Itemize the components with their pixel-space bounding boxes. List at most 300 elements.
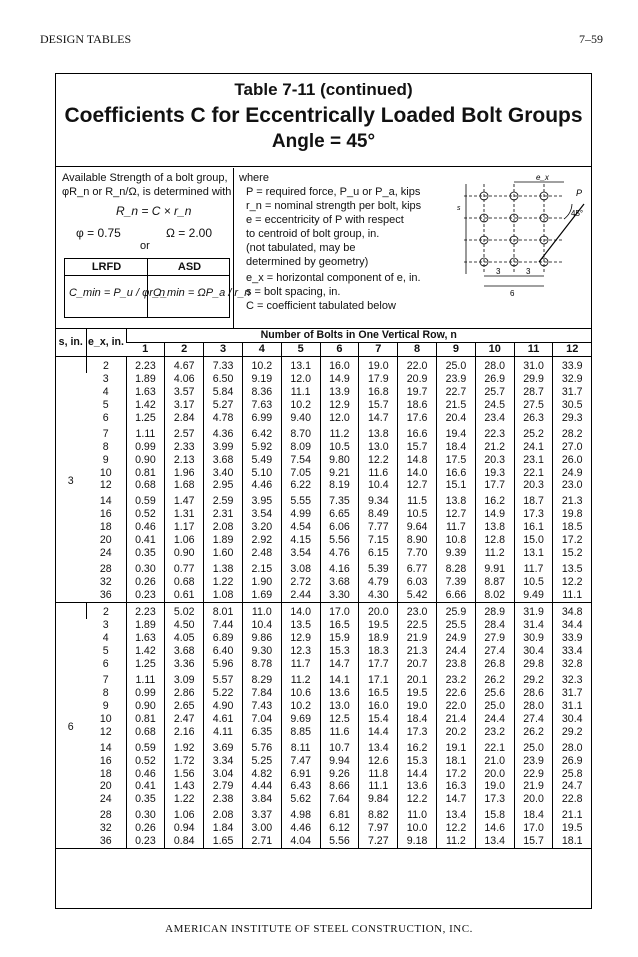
- coef-cell: 25.9: [437, 603, 476, 619]
- table-row: [56, 755, 591, 768]
- coef-cell: 19.7: [398, 386, 437, 399]
- coef-cell: 16.8: [359, 386, 398, 399]
- coef-cell: 0.35: [126, 547, 165, 560]
- coef-cell: 11.2: [437, 835, 476, 848]
- coef-cell: 0.59: [126, 492, 165, 508]
- coef-cell: 9.30: [242, 645, 281, 658]
- coef-cell: 2.59: [204, 492, 243, 508]
- coef-cell: 0.23: [126, 589, 165, 602]
- bolt-group-diagram: [444, 174, 589, 314]
- coef-cell: 28.0: [553, 739, 591, 755]
- coef-cell: 20.3: [514, 479, 553, 492]
- table-row: [56, 425, 591, 441]
- coef-cell: 13.4: [475, 835, 514, 848]
- coef-cell: 8.66: [320, 780, 359, 793]
- coef-cell: 5.39: [359, 560, 398, 576]
- coef-cell: 0.68: [165, 576, 204, 589]
- coef-cell: 30.5: [553, 399, 591, 412]
- coef-cell: 3.00: [242, 822, 281, 835]
- coef-cell: 29.9: [514, 373, 553, 386]
- coef-cell: 19.4: [437, 425, 476, 441]
- coef-cell: 27.5: [514, 399, 553, 412]
- coef-cell: 13.6: [398, 780, 437, 793]
- coef-cell: 0.30: [126, 560, 165, 576]
- coef-cell: 7.44: [204, 619, 243, 632]
- coef-cell: 15.7: [514, 835, 553, 848]
- s-label: s: [457, 205, 461, 212]
- coef-cell: 17.0: [514, 822, 553, 835]
- n-header-7: 7: [359, 342, 398, 356]
- coef-cell: 3.57: [165, 386, 204, 399]
- coef-cell: 8.28: [437, 560, 476, 576]
- ex-cell: 5: [102, 644, 109, 657]
- coef-cell: 1.06: [165, 534, 204, 547]
- coef-cell: 15.3: [320, 645, 359, 658]
- nbolts-header: Number of Bolts in One Vertical Row, n: [126, 329, 591, 342]
- coef-cell: 11.8: [359, 768, 398, 781]
- coef-cell: 21.0: [475, 755, 514, 768]
- coef-cell: 13.9: [320, 386, 359, 399]
- table-angle: Angle = 45°: [271, 131, 376, 152]
- info-left-line2: φR_n or R_n/Ω, is determined with: [62, 186, 232, 198]
- table-row: [56, 386, 591, 399]
- n-header-1: 1: [126, 342, 165, 356]
- dim-3-right: 3: [526, 267, 531, 276]
- coef-cell: 17.1: [359, 671, 398, 687]
- coef-cell: 8.90: [398, 534, 437, 547]
- n-header-3: 3: [204, 342, 243, 356]
- coef-cell: 0.99: [126, 441, 165, 454]
- coef-cell: 1.92: [165, 739, 204, 755]
- coef-cell: 4.90: [204, 700, 243, 713]
- coef-cell: 10.7: [320, 739, 359, 755]
- phi-value: φ = 0.75: [76, 226, 121, 240]
- coef-cell: 19.0: [359, 356, 398, 372]
- coef-cell: 0.59: [126, 739, 165, 755]
- table-row: [56, 492, 591, 508]
- ex-cell: 20: [99, 534, 112, 547]
- coef-cell: 7.63: [242, 399, 281, 412]
- coef-cell: 26.2: [475, 671, 514, 687]
- coef-cell: 13.5: [553, 560, 591, 576]
- ex-cell: 36: [86, 835, 126, 848]
- coef-cell: 4.54: [281, 521, 320, 534]
- coef-cell: 14.7: [437, 793, 476, 806]
- coef-cell: 16.5: [359, 687, 398, 700]
- coef-cell: 12.2: [437, 822, 476, 835]
- coef-cell: 10.8: [437, 534, 476, 547]
- coef-cell: 18.4: [398, 713, 437, 726]
- lrfd-label: LRFD: [91, 261, 122, 273]
- coef-cell: 17.9: [359, 373, 398, 386]
- coef-cell: 18.7: [514, 492, 553, 508]
- coef-cell: 22.3: [475, 425, 514, 441]
- coef-cell: 8.82: [359, 806, 398, 822]
- coef-cell: 6.06: [320, 521, 359, 534]
- coef-cell: 3.95: [242, 492, 281, 508]
- coef-cell: 7.35: [320, 492, 359, 508]
- coef-cell: 5.76: [242, 739, 281, 755]
- coef-cell: 11.7: [514, 560, 553, 576]
- coef-cell: 4.04: [281, 835, 320, 848]
- p-label: P: [576, 188, 583, 198]
- coef-cell: 4.15: [281, 534, 320, 547]
- coef-cell: 6.66: [437, 589, 476, 602]
- coef-cell: 16.5: [320, 619, 359, 632]
- coef-cell: 5.10: [242, 467, 281, 480]
- coef-cell: 22.0: [437, 700, 476, 713]
- def-line: e_x = horizontal component of e, in.: [246, 272, 421, 284]
- coef-cell: 33.4: [553, 645, 591, 658]
- ex-cell: 3: [102, 619, 109, 632]
- coef-cell: 5.92: [242, 441, 281, 454]
- asd-label: ASD: [177, 261, 202, 273]
- coef-cell: 0.94: [165, 822, 204, 835]
- ex-cell: 18: [99, 767, 112, 780]
- n-header-10: 10: [475, 342, 514, 356]
- coef-cell: 21.9: [514, 780, 553, 793]
- coef-cell: 12.9: [320, 399, 359, 412]
- coef-cell: 9.40: [281, 412, 320, 425]
- coef-cell: 9.64: [398, 521, 437, 534]
- coef-cell: 1.89: [126, 619, 165, 632]
- lrfd-asd-box: [64, 258, 251, 318]
- coef-cell: 15.9: [320, 632, 359, 645]
- coef-cell: 20.0: [475, 768, 514, 781]
- n-header-5: 5: [281, 342, 320, 356]
- coef-cell: 4.99: [281, 508, 320, 521]
- coef-cell: 2.48: [242, 547, 281, 560]
- coef-cell: 14.1: [320, 671, 359, 687]
- coef-cell: 7.84: [242, 687, 281, 700]
- coef-cell: 1.31: [165, 508, 204, 521]
- coef-cell: 25.7: [475, 386, 514, 399]
- coef-cell: 16.3: [437, 780, 476, 793]
- coef-cell: 2.79: [204, 780, 243, 793]
- coef-cell: 19.3: [475, 467, 514, 480]
- coef-cell: 6.42: [242, 425, 281, 441]
- ex-cell: 3: [102, 372, 109, 385]
- table-row: [56, 508, 591, 521]
- coef-cell: 28.9: [475, 603, 514, 619]
- coef-cell: 4.61: [204, 713, 243, 726]
- coef-cell: 17.3: [475, 793, 514, 806]
- coef-cell: 24.7: [553, 780, 591, 793]
- coef-cell: 3.37: [242, 806, 281, 822]
- coef-cell: 9.91: [475, 560, 514, 576]
- ex-cell: 9: [102, 453, 109, 466]
- coef-cell: 4.50: [165, 619, 204, 632]
- coef-cell: 20.3: [475, 454, 514, 467]
- coef-cell: 0.46: [126, 768, 165, 781]
- coef-cell: 7.15: [359, 534, 398, 547]
- coef-cell: 1.69: [242, 589, 281, 602]
- coef-cell: 20.7: [398, 658, 437, 671]
- coef-cell: 13.4: [359, 739, 398, 755]
- coef-cell: 0.99: [126, 687, 165, 700]
- coef-cell: 4.46: [281, 822, 320, 835]
- coef-cell: 1.25: [126, 658, 165, 671]
- ex-cell: 16: [99, 508, 112, 521]
- coef-cell: 5.02: [165, 603, 204, 619]
- coef-cell: 19.0: [398, 700, 437, 713]
- coef-cell: 26.0: [553, 454, 591, 467]
- coef-cell: 2.65: [165, 700, 204, 713]
- n-header-row: [56, 342, 591, 356]
- coef-cell: 3.68: [165, 645, 204, 658]
- coef-cell: 11.0: [242, 603, 281, 619]
- omega-value: Ω = 2.00: [166, 226, 213, 240]
- coef-cell: 20.1: [398, 671, 437, 687]
- coef-cell: 23.2: [437, 671, 476, 687]
- coef-cell: 14.7: [320, 658, 359, 671]
- coef-cell: 18.5: [553, 521, 591, 534]
- coef-cell: 24.9: [553, 467, 591, 480]
- coef-cell: 23.8: [437, 658, 476, 671]
- coef-cell: 25.0: [437, 356, 476, 372]
- coef-cell: 31.0: [514, 356, 553, 372]
- coef-cell: 16.0: [359, 700, 398, 713]
- n-header-12: 12: [553, 342, 591, 356]
- coef-cell: 10.5: [320, 441, 359, 454]
- coef-cell: 4.78: [204, 412, 243, 425]
- coef-cell: 1.47: [165, 492, 204, 508]
- coef-cell: 24.4: [437, 645, 476, 658]
- coef-cell: 19.5: [359, 619, 398, 632]
- coef-cell: 21.3: [398, 645, 437, 658]
- table-row: [56, 589, 591, 602]
- coef-cell: 1.22: [204, 576, 243, 589]
- ex-header: e_x, in.: [86, 329, 126, 356]
- coef-cell: 0.26: [126, 576, 165, 589]
- coef-cell: 2.33: [165, 441, 204, 454]
- coef-cell: 1.11: [126, 425, 165, 441]
- ex-cell: 14: [99, 495, 112, 508]
- coef-cell: 29.8: [514, 658, 553, 671]
- coef-cell: 30.9: [514, 632, 553, 645]
- n-header-6: 6: [320, 342, 359, 356]
- coef-cell: 2.13: [165, 454, 204, 467]
- coef-cell: 20.4: [437, 412, 476, 425]
- coef-cell: 9.86: [242, 632, 281, 645]
- coef-cell: 21.2: [475, 441, 514, 454]
- coef-cell: 12.2: [398, 793, 437, 806]
- coef-cell: 8.09: [281, 441, 320, 454]
- coef-cell: 7.33: [204, 356, 243, 372]
- coef-cell: 29.3: [553, 412, 591, 425]
- coef-cell: 3.34: [204, 755, 243, 768]
- coef-cell: 15.0: [514, 534, 553, 547]
- coef-cell: 3.09: [165, 671, 204, 687]
- coef-cell: 2.08: [204, 806, 243, 822]
- coef-cell: 0.61: [165, 589, 204, 602]
- coef-cell: 12.6: [359, 755, 398, 768]
- coef-cell: 5.96: [204, 658, 243, 671]
- coef-cell: 7.43: [242, 700, 281, 713]
- running-header-left: DESIGN TABLES: [40, 32, 132, 46]
- coef-cell: 14.9: [320, 373, 359, 386]
- coef-cell: 0.90: [126, 454, 165, 467]
- coef-cell: 8.01: [204, 603, 243, 619]
- coef-cell: 19.0: [475, 780, 514, 793]
- coef-cell: 4.11: [204, 726, 243, 739]
- coef-cell: 16.6: [398, 425, 437, 441]
- coef-cell: 3.36: [165, 658, 204, 671]
- ex-cell: 12: [99, 725, 112, 738]
- table-row: [56, 399, 591, 412]
- def-line: to centroid of bolt group, in.: [246, 228, 380, 240]
- coef-cell: 7.70: [398, 547, 437, 560]
- coef-cell: 2.15: [242, 560, 281, 576]
- coef-cell: 12.8: [475, 534, 514, 547]
- ex-cell: 36: [86, 589, 126, 602]
- coef-cell: 0.90: [126, 700, 165, 713]
- coef-cell: 0.41: [126, 780, 165, 793]
- coef-cell: 3.30: [320, 589, 359, 602]
- coef-cell: 4.46: [242, 479, 281, 492]
- coef-cell: 12.7: [437, 508, 476, 521]
- coef-cell: 3.69: [204, 739, 243, 755]
- coef-cell: 31.1: [553, 700, 591, 713]
- coef-cell: 6.99: [242, 412, 281, 425]
- coef-cell: 27.4: [514, 713, 553, 726]
- coef-cell: 9.84: [359, 793, 398, 806]
- n-header-11: 11: [514, 342, 553, 356]
- ex-cell: 8: [102, 686, 109, 699]
- coef-cell: 11.1: [359, 780, 398, 793]
- coef-cell: 5.42: [398, 589, 437, 602]
- coef-cell: 0.26: [126, 822, 165, 835]
- coef-cell: 1.22: [165, 793, 204, 806]
- coef-cell: 10.0: [398, 822, 437, 835]
- table-row: [56, 713, 591, 726]
- coef-cell: 7.54: [281, 454, 320, 467]
- coef-cell: 8.87: [475, 576, 514, 589]
- ex-cell: 2: [86, 603, 126, 619]
- coef-cell: 0.52: [126, 508, 165, 521]
- coef-cell: 13.1: [514, 547, 553, 560]
- ex-cell: 9: [102, 699, 109, 712]
- coef-cell: 14.0: [281, 603, 320, 619]
- coef-cell: 14.4: [398, 768, 437, 781]
- coef-cell: 33.9: [553, 632, 591, 645]
- coef-cell: 1.06: [165, 806, 204, 822]
- coef-cell: 19.8: [553, 508, 591, 521]
- coef-cell: 11.0: [398, 806, 437, 822]
- table-row: [56, 726, 591, 739]
- coef-cell: 20.9: [398, 373, 437, 386]
- coef-cell: 15.4: [359, 713, 398, 726]
- coef-cell: 2.23: [126, 603, 165, 619]
- coef-cell: 10.4: [359, 479, 398, 492]
- coef-cell: 0.52: [126, 755, 165, 768]
- coef-cell: 12.3: [281, 645, 320, 658]
- coef-cell: 0.68: [126, 726, 165, 739]
- coef-cell: 18.1: [437, 755, 476, 768]
- coef-cell: 1.43: [165, 780, 204, 793]
- coef-cell: 17.7: [475, 479, 514, 492]
- coef-cell: 7.39: [437, 576, 476, 589]
- info-panel: [56, 168, 591, 328]
- coef-cell: 8.85: [281, 726, 320, 739]
- table-row: [56, 547, 591, 560]
- table-row: [56, 780, 591, 793]
- coef-cell: 3.68: [204, 454, 243, 467]
- coef-cell: 16.1: [514, 521, 553, 534]
- coef-cell: 4.82: [242, 768, 281, 781]
- coef-cell: 10.5: [398, 508, 437, 521]
- table-row: [56, 645, 591, 658]
- coef-cell: 24.9: [437, 632, 476, 645]
- table-row: [56, 835, 591, 848]
- coef-cell: 11.1: [553, 589, 591, 602]
- coef-cell: 7.04: [242, 713, 281, 726]
- coef-cell: 19.5: [398, 687, 437, 700]
- coef-cell: 27.9: [475, 632, 514, 645]
- coef-cell: 5.22: [204, 687, 243, 700]
- coef-cell: 21.9: [398, 632, 437, 645]
- coef-cell: 21.5: [437, 399, 476, 412]
- coef-cell: 23.0: [553, 479, 591, 492]
- coef-cell: 23.1: [514, 454, 553, 467]
- table-row: [56, 534, 591, 547]
- coef-cell: 3.04: [204, 768, 243, 781]
- coef-cell: 22.5: [398, 619, 437, 632]
- coef-cell: 2.95: [204, 479, 243, 492]
- coef-cell: 16.2: [398, 739, 437, 755]
- strength-formula: R_n = C × r_n: [116, 204, 192, 218]
- coef-cell: 7.05: [281, 467, 320, 480]
- coef-cell: 15.2: [553, 547, 591, 560]
- coef-cell: 4.06: [165, 373, 204, 386]
- coef-cell: 7.97: [359, 822, 398, 835]
- coef-cell: 10.2: [281, 399, 320, 412]
- coef-cell: 10.5: [514, 576, 553, 589]
- table-row: [56, 700, 591, 713]
- coef-cell: 23.2: [475, 726, 514, 739]
- coef-cell: 17.3: [514, 508, 553, 521]
- def-line: s = bolt spacing, in.: [246, 286, 341, 298]
- coef-cell: 12.7: [398, 479, 437, 492]
- coef-cell: 27.0: [553, 441, 591, 454]
- coef-cell: 6.43: [281, 780, 320, 793]
- table-row: [56, 739, 591, 755]
- ex-cell: 32: [99, 822, 112, 835]
- coef-cell: 22.1: [514, 467, 553, 480]
- coef-cell: 8.49: [359, 508, 398, 521]
- coef-cell: 3.17: [165, 399, 204, 412]
- coef-cell: 0.46: [126, 521, 165, 534]
- coef-cell: 9.49: [514, 589, 553, 602]
- coef-cell: 6.35: [242, 726, 281, 739]
- table-row: [56, 822, 591, 835]
- coef-cell: 13.4: [437, 806, 476, 822]
- coef-cell: 13.6: [320, 687, 359, 700]
- table-row: [56, 806, 591, 822]
- table-frame: [55, 73, 592, 909]
- coef-cell: 12.9: [281, 632, 320, 645]
- def-line: r_n = nominal strength per bolt, kips: [246, 200, 422, 212]
- coef-cell: 4.98: [281, 806, 320, 822]
- coef-cell: 31.4: [514, 619, 553, 632]
- coef-cell: 9.69: [281, 713, 320, 726]
- coef-cell: 5.55: [281, 492, 320, 508]
- coef-cell: 28.2: [553, 425, 591, 441]
- coef-cell: 26.8: [475, 658, 514, 671]
- coef-cell: 8.29: [242, 671, 281, 687]
- coef-cell: 9.39: [437, 547, 476, 560]
- ex-cell: 24: [99, 793, 112, 806]
